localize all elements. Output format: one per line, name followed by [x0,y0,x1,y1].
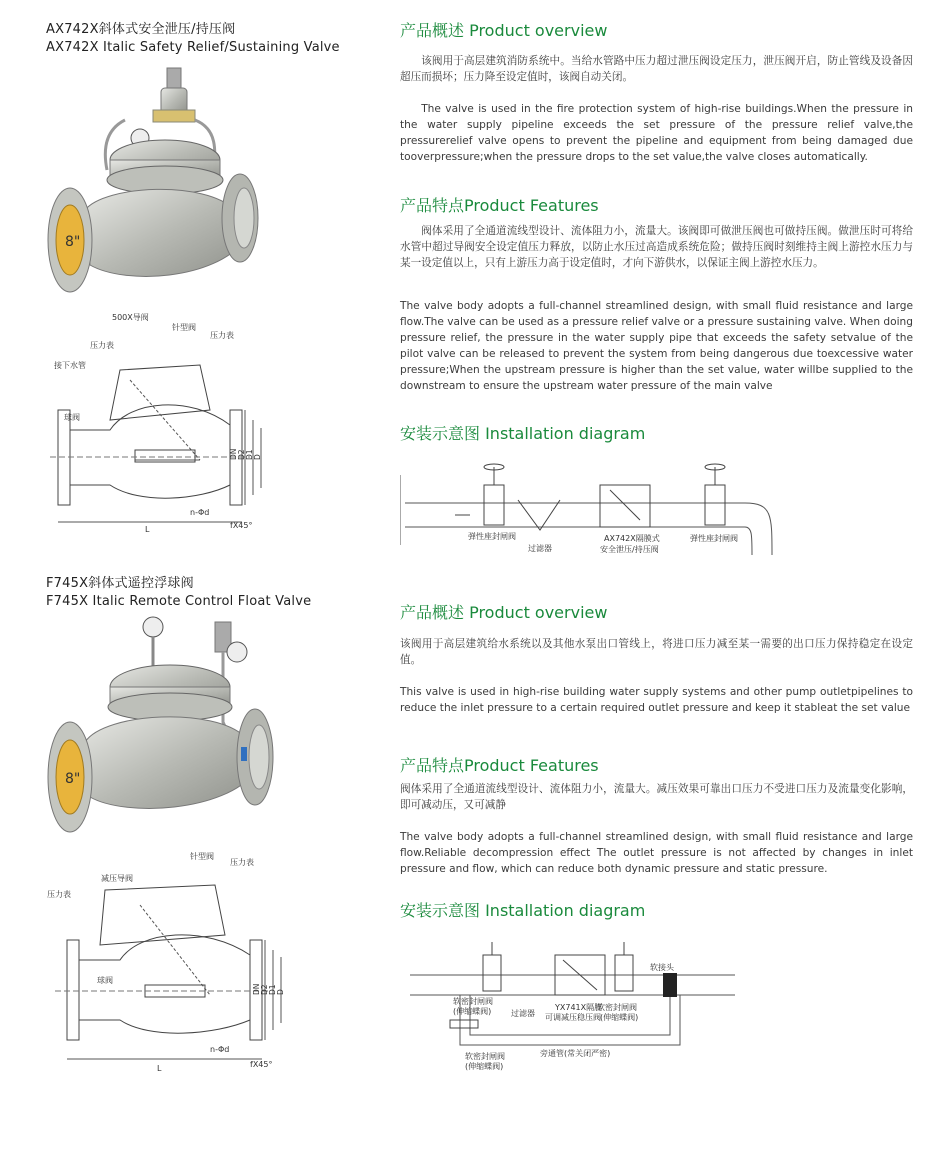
product1-overview-cn: 该阀用于高层建筑消防系统中。当给水管路中压力超过泄压阀设定压力，泄压阀开启，防止管线及设备因超压而损坏；压力降至设定值时，该阀自动关闭。 [400,55,913,83]
label2-bolt: n-Φd [210,1045,230,1054]
dim-d1: D1 [245,449,254,460]
product1-features-cn: 阀体采用了全通道流线型设计、流体阻力小，流量大。该阀即可做泄压阀也可做持压阀。做泄压时可将给水管中超过导阀安全设定值压力释放，以防止水压过高造成系统危险；做持压阀时刻维持主阀上游控水压力与某一设定值以上，只有上游压力高于设定值时，才向下游供水，以保证主阀上游控水压力。 [400,225,913,269]
product1-overview-en: The valve is used in the fire protection system of high-rise buildings.When the pressure in the water supply pipeline exceeds the set pressure of the pressure relief valve,the pressurerelief valve opens to prevent the pipeline and equipment from being damaged due tooverpressure;when the pressure drops to the set value,the valve closes automatically. [400,103,913,163]
diagram2-joint-label: 软接头 [650,963,674,972]
product2-photo-size-label: 8" [65,771,81,787]
label2-ball-valve: 球阀 [97,976,113,985]
product2-features-heading: 产品特点Product Features [400,756,599,775]
diagram2-gate3-label: 软密封闸阀 [465,1052,505,1061]
product2-features-cn: 阀体采用了全通道流线型设计、流体阻力小，流量大。减压效果可靠出口压力不受进口压力及流量变化影响，即可减动压，又可减静 [400,783,913,811]
dim-dn: DN [229,448,238,460]
product1-features-en: The valve body adopts a full-channel streamlined design, with small fluid resistance and large flow.The valve can be used as a pressure relief valve or a pressure sustaining valve. When doing pressure relief, the pressure in the water supply pipe that exceeds the safety setvalue of the pilot valve can be released to prevent the system from being dangerous due toexcessive water pressure;When the upstream pressure is higher than the set value, water willbe supplied to the downstream to ensure the upstream water pressure of the main valve [400,300,913,392]
label-pressure-gauge-left: 压力表 [90,341,114,350]
label-pilot-valve: 500X导阀 [112,313,149,322]
dim2-dn: DN [252,983,261,995]
label-bolt: n-Φd [190,508,210,517]
dim-d2: D2 [237,449,246,460]
product1-title-en: AX742X Italic Safety Relief/Sustaining Valve [46,40,340,55]
product1-install-heading: 安装示意图 Installation diagram [400,424,646,443]
product2-features-en: The valve body adopts a full-channel streamlined design, with small fluid resistance and large flow.Reliable decompression effect The outlet pressure is not affected by changes in inlet pressure and flow, which can reduce both dynamic pressure and static pressure. [400,831,913,875]
label-needle-valve: 针型阀 [172,323,196,332]
dim-d: D [253,454,262,460]
product2-overview-en: This valve is used in high-rise building water supply systems and other pump outletpipelines to reduce the inlet pressure to a certain required outlet pressure and keep it stableat the set value [400,686,913,714]
label-ball-valve: 球阀 [64,413,80,422]
product2-overview-heading: 产品概述 Product overview [400,603,608,622]
dim2-d1: D1 [268,984,277,995]
label2-chamfer: fX45° [250,1060,273,1069]
diagram2-gate2-label-2: (伸缩蝶阀) [600,1013,639,1022]
product1-overview-heading: 产品概述 Product overview [400,21,608,40]
product2-title-cn: F745X斜体式遥控浮球阀 [46,576,194,591]
product2-photo [45,612,275,837]
label2-length: L [157,1064,162,1073]
product1-technical-drawing [50,310,270,535]
label-outlet-pipe: 接下水管 [54,361,86,370]
label2-pressure-gauge-left: 压力表 [47,890,71,899]
diagram1-gate1-label: 弹性座封闸阀 [468,532,516,541]
diagram2-filter-label: 过滤器 [511,1009,535,1018]
product1-title-cn: AX742X斜体式安全泄压/持压阀 [46,22,236,37]
product2-overview-cn: 该阀用于高层建筑给水系统以及其他水泵出口管线上，将进口压力减至某一需要的出口压力保持稳定在设定值。 [400,638,913,666]
product2-title-en: F745X Italic Remote Control Float Valve [46,594,312,609]
diagram1-main-label: AX742X隔膜式 [604,534,660,543]
product1-photo [45,60,260,310]
dim2-d: D [276,989,285,995]
label-length: L [145,525,150,534]
diagram2-gate3-label-2: (伸缩蝶阀) [465,1062,504,1071]
diagram2-gate2-label: 软密封闸阀 [597,1003,637,1012]
product2-technical-drawing [45,845,295,1075]
product2-install-diagram [405,930,745,1080]
diagram2-gate1-label: 软密封闸阀 [453,997,493,1006]
label2-needle-valve: 针型阀 [190,852,214,861]
diagram1-filter-label: 过滤器 [528,544,552,553]
diagram2-main-label-2: 可调减压稳压阀 [545,1013,601,1022]
diagram2-main-label: YX741X隔膜 [555,1003,603,1012]
diagram1-main-label-2: 安全泄压/持压阀 [600,545,659,554]
product1-photo-size-label: 8" [65,234,81,250]
dim2-d2: D2 [260,984,269,995]
label-pressure-gauge: 压力表 [210,331,234,340]
product1-features-heading: 产品特点Product Features [400,196,599,215]
label2-pressure-gauge: 压力表 [230,858,254,867]
product2-install-heading: 安装示意图 Installation diagram [400,901,646,920]
diagram2-gate1-label-2: (伸缩蝶阀) [453,1007,492,1016]
product1-install-diagram [400,455,775,565]
label2-pilot-valve: 减压导阀 [101,874,133,883]
diagram2-bypass-label: 旁通管(常关闭严密) [540,1049,611,1058]
diagram1-gate2-label: 弹性座封闸阀 [690,534,738,543]
label-chamfer: fX45° [230,521,253,530]
